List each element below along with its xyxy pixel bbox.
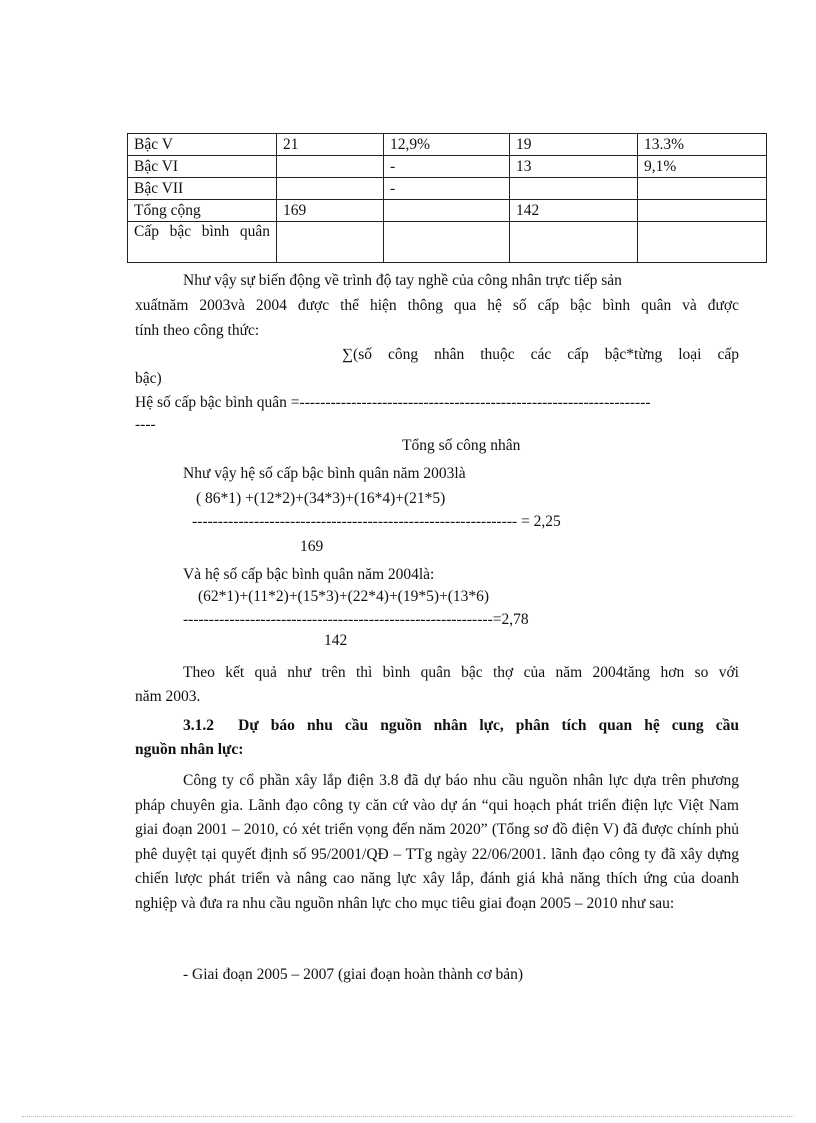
table-cell: 142 xyxy=(510,200,638,222)
section-title: Dự báo nhu cầu nguồn nhân lực, phân tích quan hệ cung cầu xyxy=(238,717,740,734)
table-cell: 9,1% xyxy=(638,156,767,178)
table-row xyxy=(128,200,767,222)
bullet-item: - Giai đoạn 2005 – 2007 (giai đoạn hoàn thành cơ bản) xyxy=(183,966,524,983)
table-cell xyxy=(277,178,384,200)
conclusion-line-1-text: Theo kết quả như trên thì bình quân bậc thợ của năm 2004tăng hơn so với xyxy=(183,664,739,681)
table-cell: - xyxy=(384,178,510,200)
table-cell: Bậc V xyxy=(128,134,277,156)
intro-line-1: Như vậy sự biến động về trình độ tay nghề của công nhân trực tiếp sản xyxy=(183,272,622,289)
table-cell: 21 xyxy=(277,134,384,156)
conclusion-line-2: năm 2003. xyxy=(135,688,201,705)
section-heading xyxy=(183,717,739,735)
section-heading-text xyxy=(183,717,739,735)
table-cell: 13.3% xyxy=(638,134,767,156)
calc-2004-intro: Và hệ số cấp bậc bình quân năm 2004là: xyxy=(183,566,435,583)
table-cell xyxy=(128,222,277,263)
table-cell: Bậc VI xyxy=(128,156,277,178)
table-cell xyxy=(384,222,510,263)
calc-2004-denominator: 142 xyxy=(324,632,348,649)
formula-label: Hệ số cấp bậc bình quân =-------------------------------------------------------------------- xyxy=(135,394,651,411)
table-row xyxy=(128,222,767,263)
table-cell-text: Cấp bậc bình quân xyxy=(134,223,270,240)
formula-numerator-cont: bậc) xyxy=(135,370,162,387)
table-cell xyxy=(277,156,384,178)
calc-2003-denominator: 169 xyxy=(300,538,324,555)
body-paragraph xyxy=(135,769,739,916)
formula-denominator: Tổng số công nhân xyxy=(402,437,521,454)
formula-numerator xyxy=(342,346,739,364)
formula-numerator-text: ∑(số công nhân thuộc các cấp bậc*từng loại cấp xyxy=(342,346,739,363)
table-cell: 19 xyxy=(510,134,638,156)
calc-2004-expression: (62*1)+(11*2)+(15*3)+(22*4)+(19*5)+(13*6) xyxy=(198,588,490,605)
intro-line-2-text: xuấtnăm 2003và 2004 được thể hiện thông qua hệ số cấp bậc bình quân và được xyxy=(135,297,739,314)
calc-2003-result: --------------------------------------------------------------- = 2,25 xyxy=(192,513,561,530)
table-cell xyxy=(510,178,638,200)
table-cell: Bậc VII xyxy=(128,178,277,200)
section-number: 3.1.2 xyxy=(183,717,214,734)
table-cell xyxy=(638,222,767,263)
conclusion-line-1 xyxy=(183,664,739,682)
calc-2003-intro: Như vậy hệ số cấp bậc bình quân năm 2003là xyxy=(183,465,466,482)
calc-2004-result: ------------------------------------------------------------=2,78 xyxy=(183,611,529,628)
body-paragraph-text: Công ty cổ phần xây lắp điện 3.8 đã dự báo nhu cầu nguồn nhân lực dựa trên phương pháp chuyên gia. Lãnh đạo công ty căn cứ vào dự án “qui hoạch phát triển điện lực Việt Nam giai đoạn 2001 – 2010, có xét triển vọng đến năm 2020” (Tổng sơ đồ điện V) đã được chính phủ phê duyệt tại quyết định số 95/2001/QĐ – TTg ngày 22/06/2001. lãnh đạo công ty đã xây dựng chiến lược phát triển và nâng cao năng lực xây lắp, đánh giá khả năng thích ứng của doanh nghiệp và đưa ra nhu cầu nguồn nhân lực cho mục tiêu giai đoạn 2005 – 2010 như sau: xyxy=(135,772,739,912)
formula-dash-cont: ---- xyxy=(135,416,156,433)
table-cell xyxy=(384,200,510,222)
table-cell xyxy=(510,222,638,263)
footer-divider xyxy=(22,1116,794,1117)
table-cell: 12,9% xyxy=(384,134,510,156)
section-title-cont: nguồn nhân lực: xyxy=(135,741,244,758)
worker-grade-table xyxy=(127,133,767,263)
table-row xyxy=(128,156,767,178)
table-cell: 13 xyxy=(510,156,638,178)
table-cell xyxy=(638,178,767,200)
table-cell: - xyxy=(384,156,510,178)
table-cell: 169 xyxy=(277,200,384,222)
table-cell xyxy=(638,200,767,222)
table-row xyxy=(128,178,767,200)
calc-2003-expression: ( 86*1) +(12*2)+(34*3)+(16*4)+(21*5) xyxy=(196,490,446,507)
table-row xyxy=(128,134,767,156)
intro-line-3: tính theo công thức: xyxy=(135,322,260,339)
table-cell xyxy=(277,222,384,263)
intro-line-2 xyxy=(135,297,739,315)
table-cell: Tổng cộng xyxy=(128,200,277,222)
